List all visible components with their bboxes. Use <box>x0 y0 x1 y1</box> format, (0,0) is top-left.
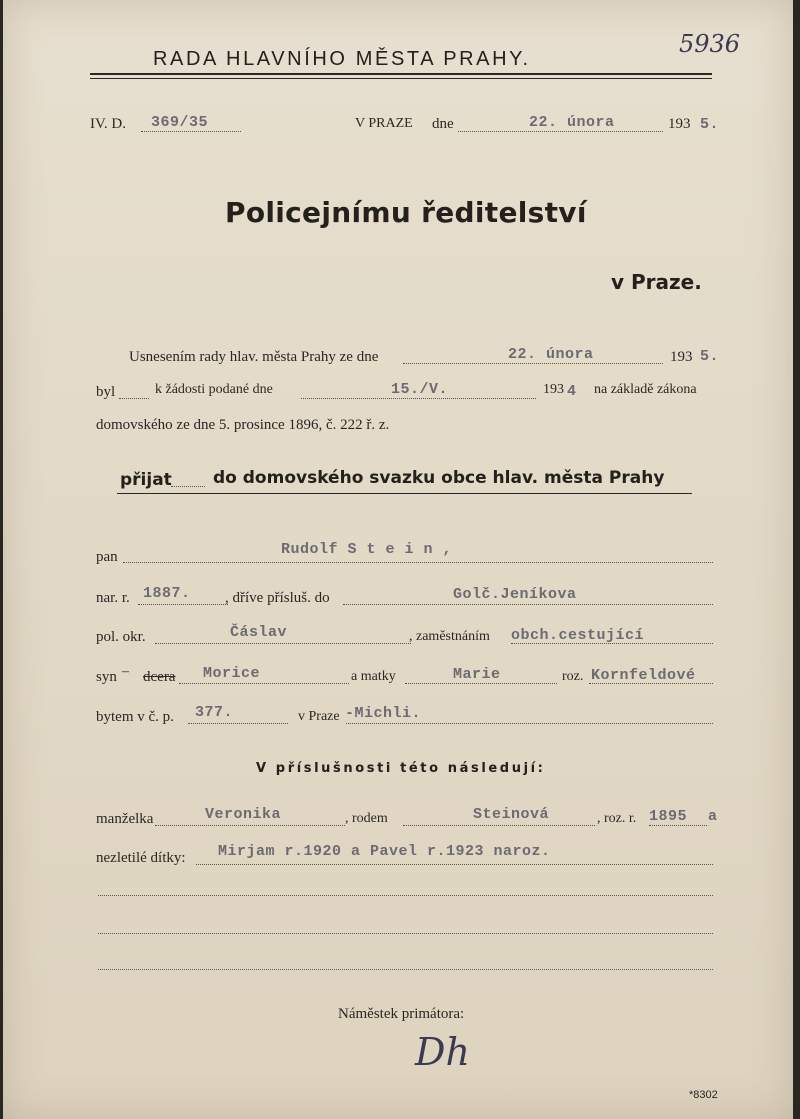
blank-line-3 <box>98 969 713 970</box>
law-reference: domovského ze dne 5. prosince 1896, č. 222 ř. z. <box>96 417 390 433</box>
form-number: *8302 <box>689 1089 718 1101</box>
wife-field <box>155 825 345 826</box>
byl-label: byl <box>96 384 116 400</box>
accepted-text: do domovského svazku obce hlav. města Prahy <box>213 468 665 488</box>
ref-year-prefix: 193 <box>668 116 691 132</box>
mother-name: Marie <box>453 666 501 683</box>
ref-number-field <box>141 131 241 132</box>
district-field <box>155 643 411 644</box>
maiden-label: roz. <box>562 669 584 684</box>
address-number: 377. <box>195 704 234 721</box>
address-no-field <box>188 723 288 724</box>
born-field <box>138 604 228 605</box>
name-field <box>123 562 713 563</box>
children-field <box>196 864 713 865</box>
law-basis-text: na základě zákona <box>594 382 697 397</box>
district-label: pol. okr. <box>96 629 146 645</box>
wife-born-label: , roz. r. <box>597 811 637 826</box>
date-field <box>458 131 663 132</box>
ref-number: 369/35 <box>151 114 209 131</box>
former-field <box>343 604 713 605</box>
children-label: nezletilé dítky: <box>96 850 186 866</box>
daughter-label: dcera <box>143 669 176 685</box>
header-rule-top <box>90 73 712 75</box>
ref-year-digit: 5. <box>700 116 720 133</box>
resolution-year-digit: 5. <box>700 348 720 365</box>
wife-born-field <box>649 825 707 826</box>
wife-label: manželka <box>96 811 154 827</box>
address-district-field <box>346 723 713 724</box>
wife-name: Veronika <box>205 806 282 823</box>
ref-prefix: IV. D. <box>90 116 126 132</box>
father-name: Morice <box>203 665 261 682</box>
wife-suffix: a <box>708 808 718 825</box>
wife-born-year: 1895 <box>649 808 688 825</box>
accepted-word: přijat <box>120 470 172 490</box>
byl-field <box>119 398 149 399</box>
resolution-year-prefix: 193 <box>670 349 693 365</box>
person-name: Rudolf S t e i n , <box>281 541 453 558</box>
birth-name-field <box>403 825 595 826</box>
accepted-field <box>171 486 205 487</box>
address-city-label: v Praze <box>298 709 340 724</box>
signature-mark: Dh <box>415 1030 470 1074</box>
mother-label: a matky <box>351 669 396 684</box>
ref-date: 22. února <box>529 114 615 131</box>
followers-heading: V příslušnosti této následují: <box>256 761 546 776</box>
address-label: bytem v č. p. <box>96 709 174 725</box>
resolution-text: Usnesením rady hlav. města Prahy ze dne <box>129 349 379 365</box>
accepted-underline <box>117 493 692 494</box>
dash-marker: – <box>122 664 129 679</box>
former-label: , dříve přísluš. do <box>225 590 330 606</box>
place-label: V PRAZE <box>355 116 413 131</box>
addressee-city: v Praze. <box>611 270 702 294</box>
resolution-date: 22. února <box>508 346 594 363</box>
blank-line-1 <box>98 895 713 896</box>
birth-name: Steinová <box>473 806 550 823</box>
application-date: 15./V. <box>391 381 449 398</box>
father-field <box>179 683 349 684</box>
date-dne-label: dne <box>432 116 454 132</box>
application-year-prefix: 193 <box>543 382 564 397</box>
application-text: k žádosti podané dne <box>155 382 273 397</box>
birth-name-label: , rodem <box>345 811 388 826</box>
application-date-field <box>301 398 536 399</box>
former-place: Golč.Jeníkova <box>453 586 577 603</box>
signature-label: Náměstek primátora: <box>338 1006 465 1022</box>
addressee-title: Policejnímu ředitelství <box>225 196 587 229</box>
occupation-label: , zaměstnáním <box>409 629 490 644</box>
blank-line-2 <box>98 933 713 934</box>
resolution-date-field <box>403 363 663 364</box>
born-label: nar. r. <box>96 590 130 606</box>
maiden-name: Kornfeldové <box>591 667 696 684</box>
application-year-digit: 4 <box>567 383 577 400</box>
district: Čáslav <box>230 624 288 641</box>
council-heading: RADA HLAVNÍHO MĚSTA PRAHY. <box>153 48 531 70</box>
document-sheet <box>3 0 793 1119</box>
born-year: 1887. <box>143 585 191 602</box>
occupation: obch.cestující <box>511 627 645 644</box>
mother-field <box>405 683 557 684</box>
header-rule-bottom <box>90 78 712 79</box>
handwritten-file-number: 5936 <box>679 30 741 58</box>
son-label: syn <box>96 669 117 685</box>
address-district: -Michli. <box>345 705 422 722</box>
pan-label: pan <box>96 549 118 565</box>
children: Mirjam r.1920 a Pavel r.1923 naroz. <box>218 843 551 860</box>
